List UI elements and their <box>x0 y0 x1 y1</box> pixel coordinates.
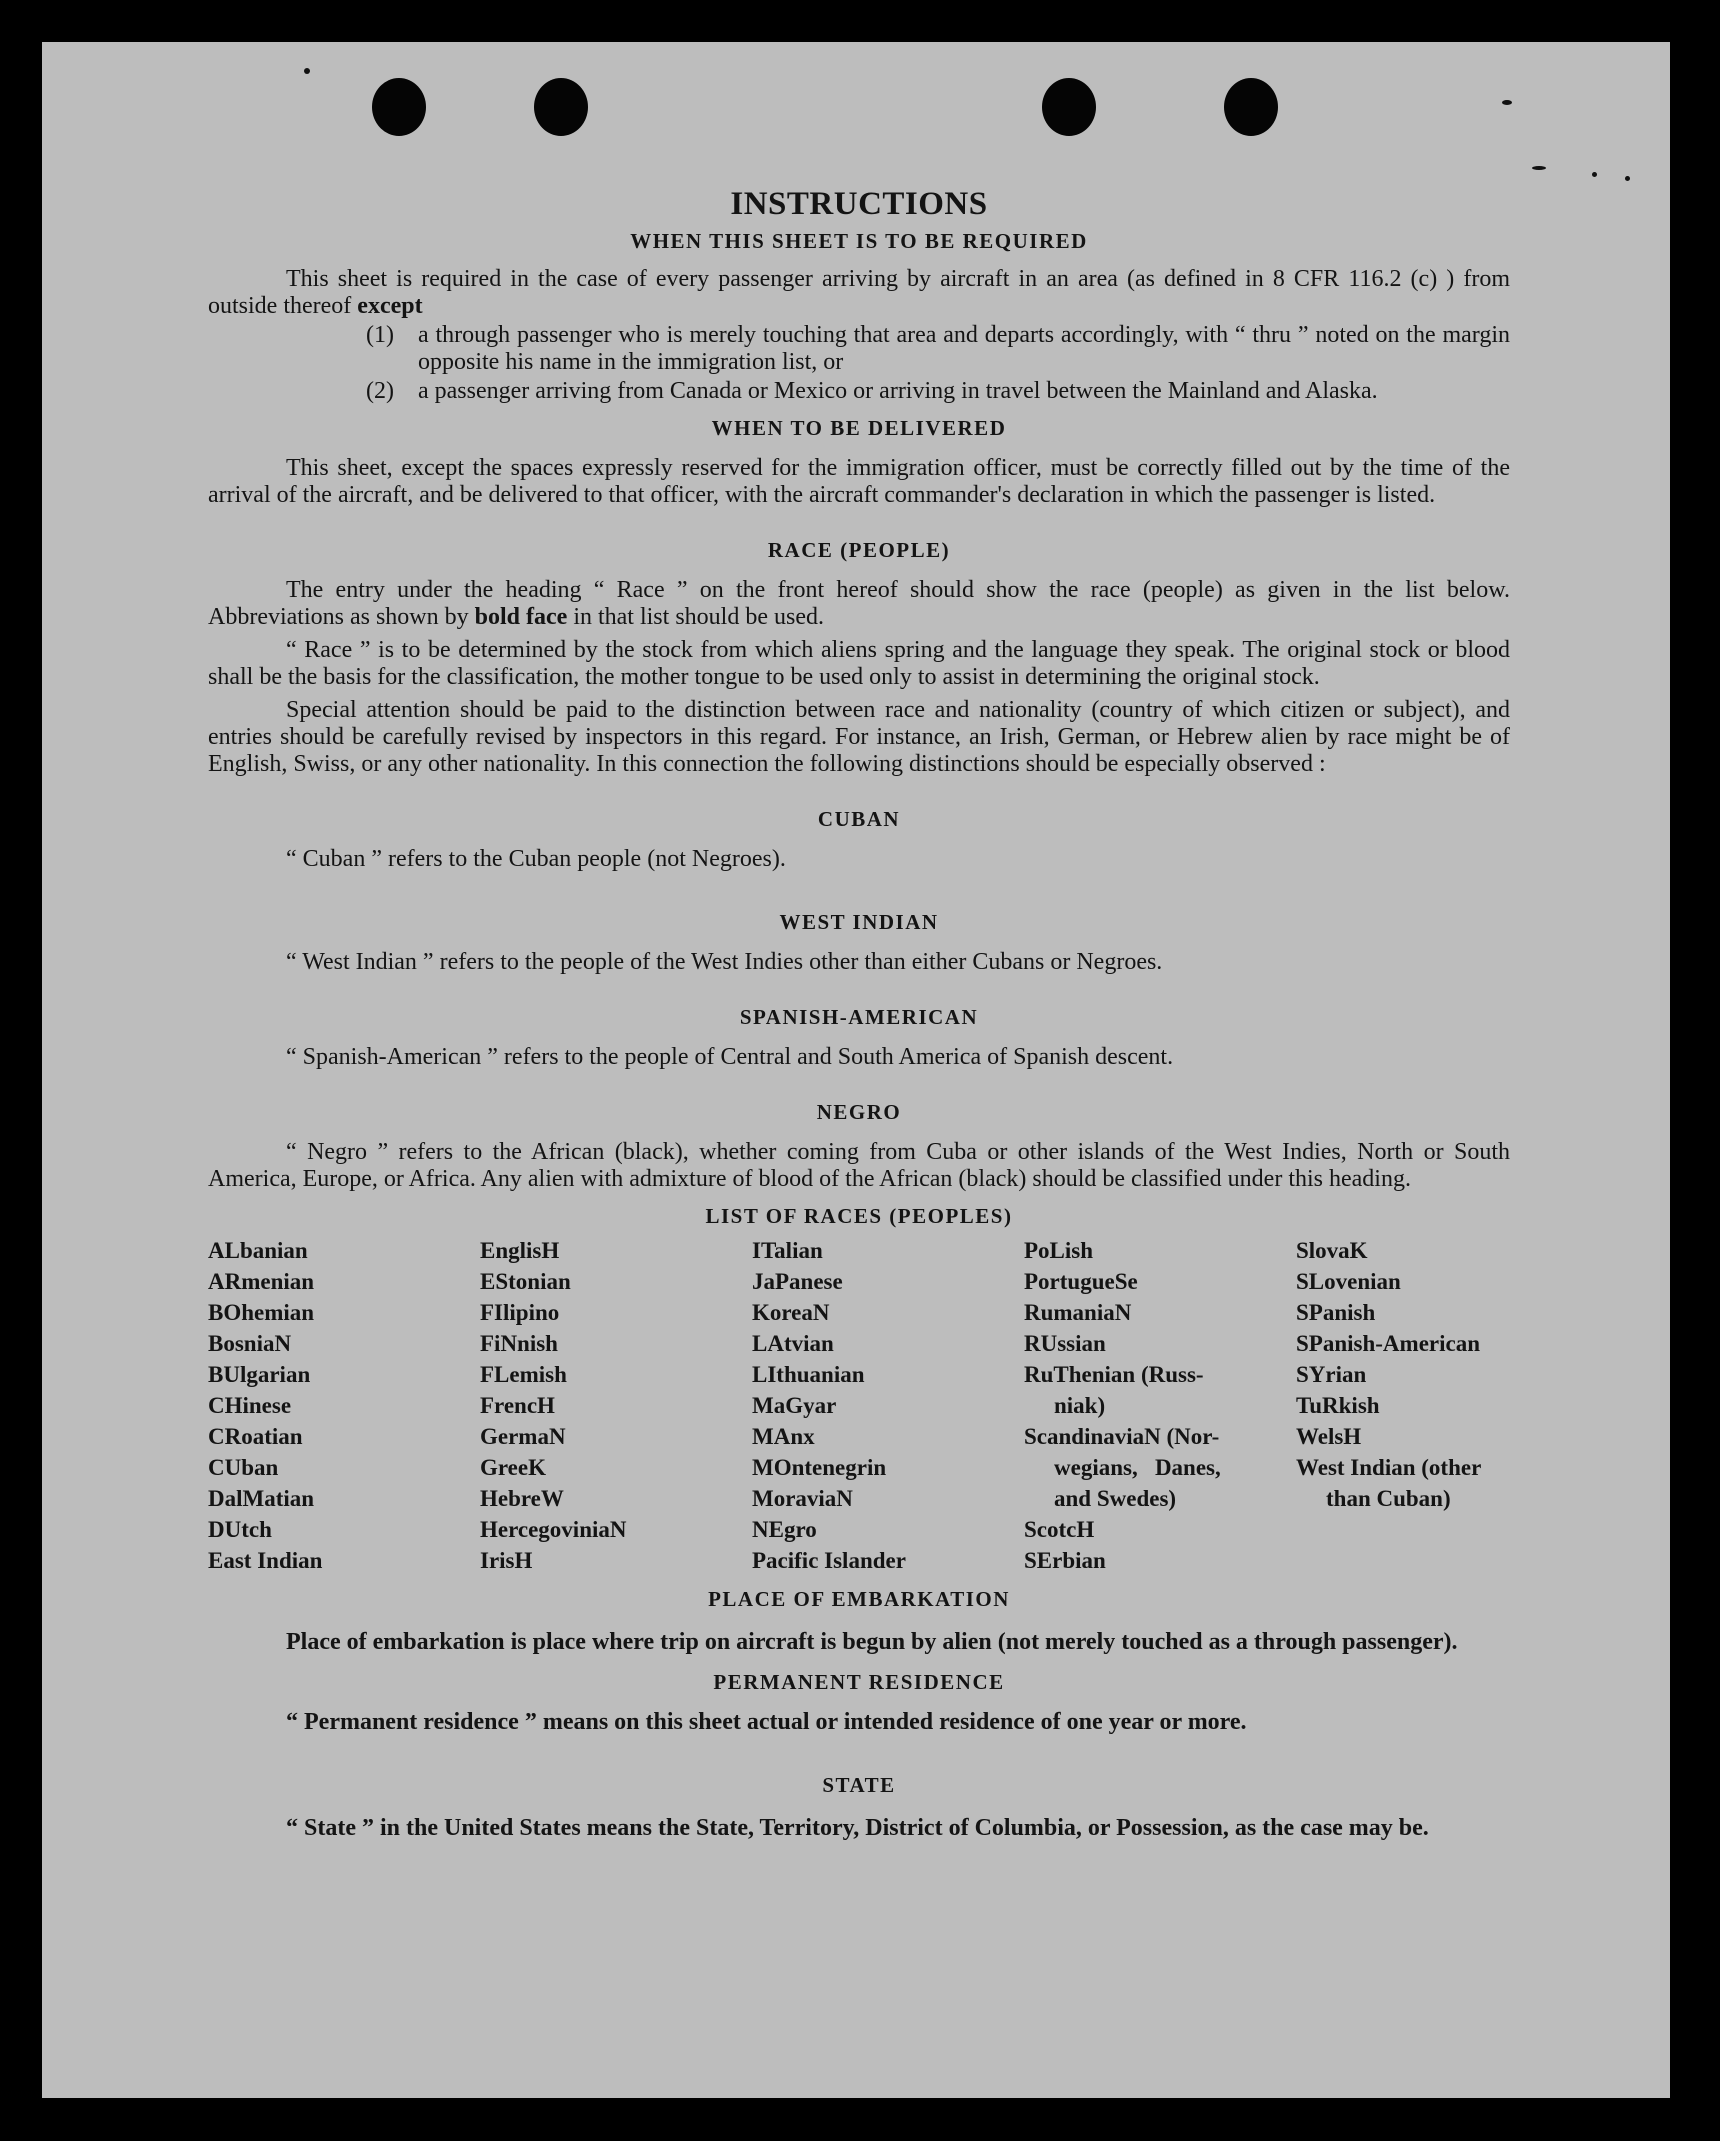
negro-text: “ Negro ” refers to the African (black), whether coming from Cuba or other islands of the West Indies, North or South America, Europe, or Africa. Any alien with admixture of blood of the African (black) should be classified under this heading. <box>208 1139 1510 1192</box>
when-required-intro: This sheet is required in the case of every passenger arriving by aircraft in an area (as defined in 8 CFR 116.2 (c) ) from outside thereof except <box>208 266 1510 319</box>
race-paragraph-3: Special attention should be paid to the distinction between race and nationality (country of which citizen or subject), and entries should be carefully revised by inspectors in this regard. For instance, an Irish, German, or Hebrew alien by race might be of English, Swiss, or any other nationality. In this connection the following distinctions should be especially observed : <box>208 697 1510 777</box>
race-entry: IrisH <box>480 1548 533 1573</box>
race-entry: East Indian <box>208 1548 323 1573</box>
punch-hole <box>372 78 426 136</box>
section-heading-state: STATE <box>822 1773 896 1797</box>
race-entry: CHinese <box>208 1393 292 1418</box>
section-heading-when-delivered: WHEN TO BE DELIVERED <box>711 416 1007 440</box>
race-entry: EStonian <box>480 1269 571 1294</box>
race-entry: HebreW <box>480 1486 564 1511</box>
punch-hole <box>534 78 588 136</box>
race-entry: DUtch <box>208 1517 272 1542</box>
race-entry: TuRkish <box>1296 1393 1380 1418</box>
race-entry: LAtvian <box>752 1331 834 1356</box>
race-entry: LIthuanian <box>752 1362 865 1387</box>
race-entry: PoLish <box>1024 1238 1094 1263</box>
race-entry: KoreaN <box>752 1300 830 1325</box>
race-entry: SPanish <box>1296 1300 1376 1325</box>
race-entry: FIlipino <box>480 1300 560 1325</box>
section-heading-cuban: CUBAN <box>817 807 901 831</box>
race-entry: NEgro <box>752 1517 817 1542</box>
race-entry: MOntenegrin <box>752 1455 887 1480</box>
race-entry: SPanish-American <box>1296 1331 1480 1356</box>
races-list <box>208 1235 1510 1576</box>
bold-face-text: bold face <box>474 604 568 630</box>
race-entry-continuation: than Cuban) <box>1326 1486 1451 1511</box>
race-paragraph-2: “ Race ” is to be determined by the stock from which aliens spring and the language they speak. The original stock or blood shall be the basis for the classification, the mother tongue to be used only to assist in determining the original stock. <box>208 637 1510 690</box>
paper-speck <box>1592 172 1597 177</box>
section-heading-list-of-races: LIST OF RACES (PEOPLES) <box>705 1204 1013 1228</box>
race-entry-continuation: wegians, Danes, <box>1054 1455 1221 1480</box>
race-entry: EnglisH <box>480 1238 560 1263</box>
punch-hole <box>1042 78 1096 136</box>
state-text: “ State ” in the United States means the State, Territory, District of Columbia, or Possession, as the case may be. <box>286 1815 1429 1841</box>
race-entry: MAnx <box>752 1424 815 1449</box>
race-entry: RUssian <box>1024 1331 1106 1356</box>
section-heading-spanish-american: SPANISH-AMERICAN <box>739 1005 979 1029</box>
race-entry: CRoatian <box>208 1424 303 1449</box>
race-entry: MoraviaN <box>752 1486 853 1511</box>
race-entry: DalMatian <box>208 1486 315 1511</box>
item-text: a passenger arriving from Canada or Mexico or arriving in travel between the Mainland and Alaska. <box>418 378 1378 404</box>
section-heading-when-required: WHEN THIS SHEET IS TO BE REQUIRED <box>630 229 1088 253</box>
section-heading-negro: NEGRO <box>816 1100 902 1124</box>
race-entry: ALbanian <box>208 1238 308 1263</box>
race-entry-continuation: niak) <box>1054 1393 1106 1418</box>
race-entry: BOhemian <box>208 1300 315 1325</box>
race-entry: JaPanese <box>752 1269 843 1294</box>
west-indian-text: “ West Indian ” refers to the people of the West Indies other than either Cubans or Negroes. <box>286 949 1163 975</box>
item-number: (2) <box>366 378 394 404</box>
race-entry: GermaN <box>480 1424 566 1449</box>
race-entry: ITalian <box>752 1238 823 1263</box>
race-entry: FrencH <box>480 1393 555 1418</box>
race-entry: HercegoviniaN <box>480 1517 627 1542</box>
races-column-2 <box>480 1235 752 1576</box>
race-entry: SLovenian <box>1296 1269 1401 1294</box>
race-entry: FiNnish <box>480 1331 558 1356</box>
race-paragraph-1: The entry under the heading “ Race ” on the front hereof should show the race (people) as given in the list below. Abbreviations as shown by bold face in that list should be used. <box>208 577 1510 630</box>
races-column-1 <box>208 1235 480 1576</box>
race-entry: RuThenian (Russ- <box>1024 1362 1204 1387</box>
instructions-content <box>208 184 1510 1845</box>
race-entry: ScotcH <box>1024 1517 1095 1542</box>
cuban-text: “ Cuban ” refers to the Cuban people (not Negroes). <box>286 846 786 872</box>
paper-speck <box>1532 166 1546 170</box>
race-entry: West Indian (other <box>1296 1455 1482 1480</box>
paper-speck <box>1625 176 1630 181</box>
item-text: a through passenger who is merely touching that area and departs accordingly, with “ thru ” noted on the margin opposite his name in the immigration list, or <box>418 322 1510 375</box>
race-entry: BUlgarian <box>208 1362 311 1387</box>
race-entry: RumaniaN <box>1024 1300 1132 1325</box>
section-heading-place-of-embarkation: PLACE OF EMBARKATION <box>708 1587 1010 1611</box>
race-entry: PortugueSe <box>1024 1269 1138 1294</box>
races-column-3 <box>752 1235 1024 1576</box>
race-entry: WelsH <box>1296 1424 1362 1449</box>
races-column-4 <box>1024 1235 1296 1576</box>
race-entry: SErbian <box>1024 1548 1106 1573</box>
race-entry: BosniaN <box>208 1331 292 1356</box>
race-entry: CUban <box>208 1455 279 1480</box>
spanish-american-text: “ Spanish-American ” refers to the people of Central and South America of Spanish descent. <box>286 1044 1174 1070</box>
paper-speck <box>304 68 310 74</box>
section-heading-permanent-residence: PERMANENT RESIDENCE <box>713 1670 1005 1694</box>
race-entry: MaGyar <box>752 1393 837 1418</box>
place-of-embarkation-text: Place of embarkation is place where trip on aircraft is begun by alien (not merely touched as a through passenger). <box>286 1629 1458 1655</box>
permanent-residence-text: “ Permanent residence ” means on this sheet actual or intended residence of one year or more. <box>286 1709 1247 1735</box>
exception-item-2 <box>366 378 1510 405</box>
race-entry: SYrian <box>1296 1362 1367 1387</box>
race-entry: ScandinaviaN (Nor- <box>1024 1424 1220 1449</box>
when-delivered-text: This sheet, except the spaces expressly reserved for the immigration officer, must be correctly filled out by the time of the arrival of the aircraft, and be delivered to that officer, with the aircraft commander's declaration in which the passenger is listed. <box>208 455 1510 508</box>
race-entry: ARmenian <box>208 1269 315 1294</box>
exception-item-1 <box>366 322 1510 376</box>
item-number: (1) <box>366 322 394 348</box>
punch-hole <box>1224 78 1278 136</box>
race-entry-continuation: and Swedes) <box>1054 1486 1177 1511</box>
race-entry: FLemish <box>480 1362 567 1387</box>
section-heading-west-indian: WEST INDIAN <box>779 910 939 934</box>
page-title: INSTRUCTIONS <box>730 186 988 222</box>
races-column-5 <box>1296 1235 1510 1576</box>
paper-speck <box>1502 100 1512 105</box>
section-heading-race: RACE (PEOPLE) <box>767 538 951 562</box>
race-entry: Pacific Islander <box>752 1548 906 1573</box>
race-entry: GreeK <box>480 1455 546 1480</box>
race-entry: SlovaK <box>1296 1238 1368 1263</box>
except-bold-text: except <box>357 293 423 319</box>
